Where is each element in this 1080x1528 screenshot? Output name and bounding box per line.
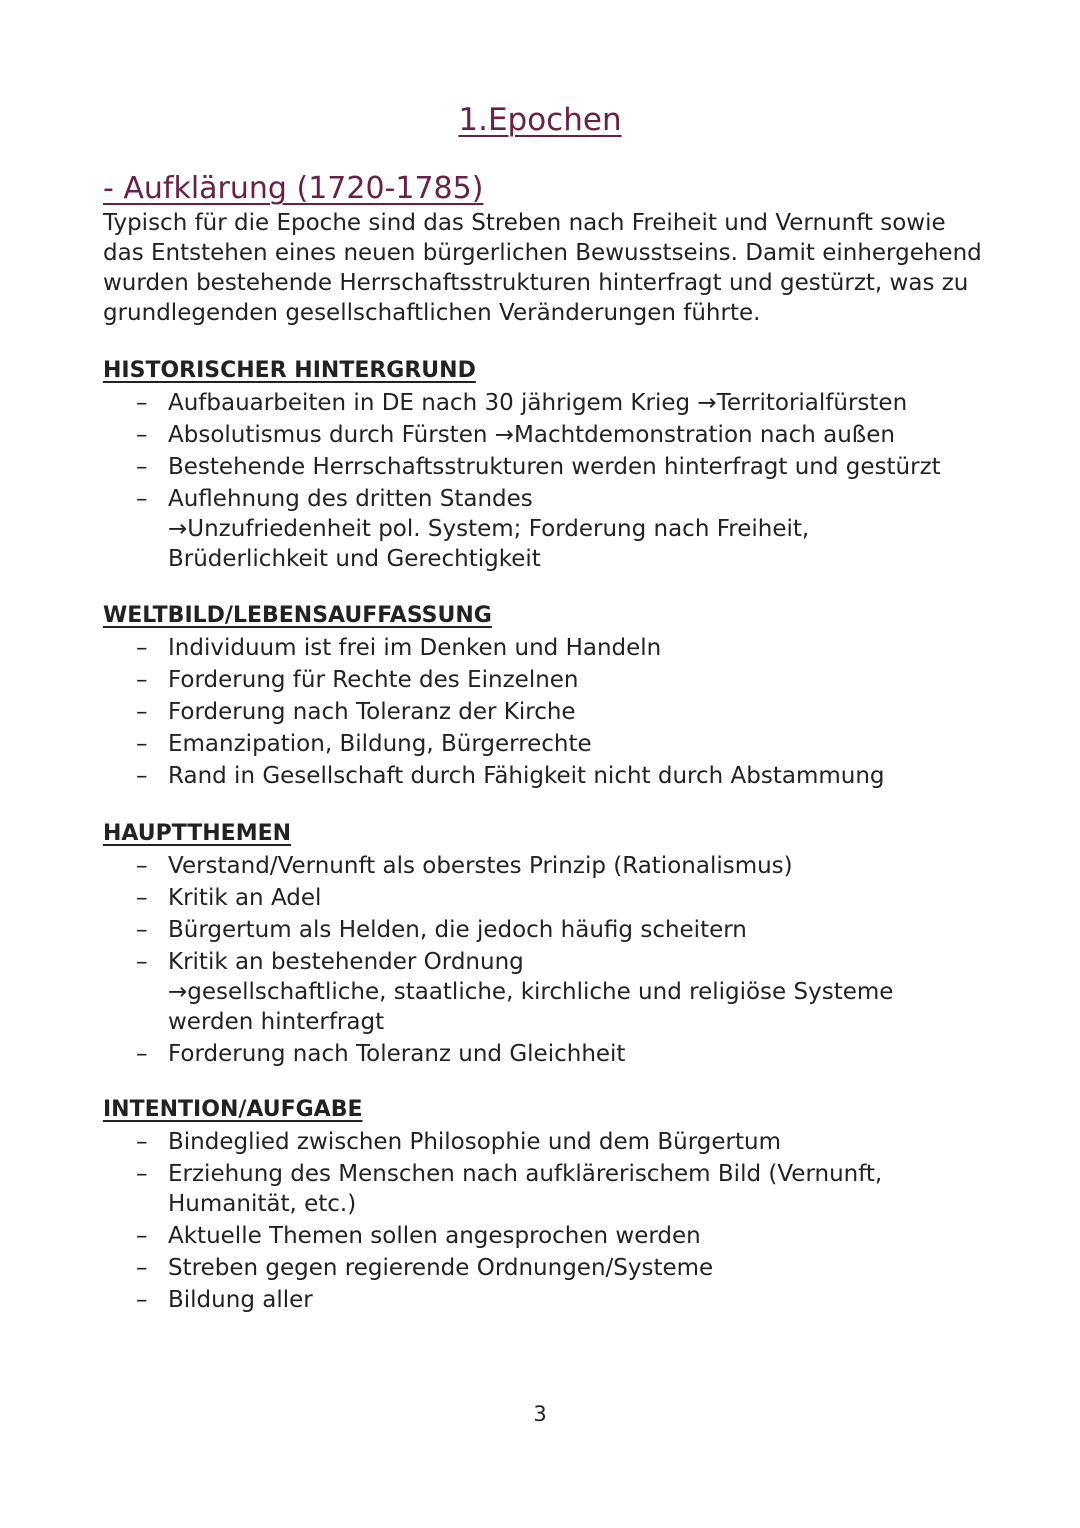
list-dash: – [136,885,148,911]
list-item-text: Bildung aller [168,1287,313,1313]
list-item-text: Kritik an Adel [168,885,322,911]
list-item-text: Absolutismus durch Fürsten →Machtdemonstration nach außen [168,422,895,448]
subsection-heading: HISTORISCHER HINTERGRUND [103,358,476,383]
list-dash: – [136,422,148,448]
subsection-hauptthemen [103,819,983,1071]
list-item [103,420,983,450]
intro-line: wurden bestehende Herrschaftsstrukturen hinterfragt und gestürzt, was zu [103,270,969,296]
list-item [103,947,983,1037]
list-item [103,1159,983,1219]
page-title: 1.Epochen [458,102,622,138]
list-item [103,1285,983,1315]
list-item [103,633,983,663]
list-item-text: Individuum ist frei im Denken und Handeln [168,635,662,661]
list-dash: – [136,1161,148,1187]
list-item-text: →gesellschaftliche, staatliche, kirchliche und religiöse Systeme [168,979,894,1005]
list-item-text: Streben gegen regierende Ordnungen/Systeme [168,1255,714,1281]
subsection-heading: WELTBILD/LEBENSAUFFASSUNG [103,603,492,628]
intro-line: grundlegenden gesellschaftlichen Veränderungen führte. [103,300,761,326]
list-item-text: Forderung für Rechte des Einzelnen [168,667,579,693]
list-dash: – [136,917,148,943]
list-item [103,1127,983,1157]
list-dash: – [136,1223,148,1249]
list-dash: – [136,1287,148,1313]
list-dash: – [136,667,148,693]
list-dash: – [136,454,148,480]
subsection-intention [103,1095,983,1317]
list-item [103,452,983,482]
bullet-list [103,388,983,574]
bullet-list [103,851,983,1069]
list-item [103,915,983,945]
list-item-text: Aktuelle Themen sollen angesprochen werden [168,1223,701,1249]
list-item-text: Verstand/Vernunft als oberstes Prinzip (Rationalismus) [168,853,793,879]
intro-line: das Entstehen eines neuen bürgerlichen Bewusstseins. Damit einhergehend [103,240,982,266]
list-item-text: werden hinterfragt [168,1009,385,1035]
list-item-text: Auflehnung des dritten Standes [168,486,533,512]
page-number: 3 [533,1402,547,1426]
section-heading: - Aufklärung (1720-1785) [103,171,484,206]
list-item-text: Bestehende Herrschaftsstrukturen werden hinterfragt und gestürzt [168,454,941,480]
list-item [103,1221,983,1251]
list-item-text: Emanzipation, Bildung, Bürgerrechte [168,731,592,757]
list-dash: – [136,763,148,789]
list-item [103,1039,983,1069]
list-dash: – [136,1041,148,1067]
list-item [103,851,983,881]
intro-paragraph [103,208,983,328]
list-item [103,484,983,574]
list-dash: – [136,949,148,975]
list-item-text: Forderung nach Toleranz der Kirche [168,699,576,725]
list-item [103,729,983,759]
list-item [103,388,983,418]
list-item-text: Aufbauarbeiten in DE nach 30 jährigem Krieg →Territorialfürsten [168,390,908,416]
list-item-text: Kritik an bestehender Ordnung [168,949,524,975]
list-item-text: Forderung nach Toleranz und Gleichheit [168,1041,626,1067]
list-dash: – [136,390,148,416]
list-dash: – [136,486,148,512]
list-dash: – [136,635,148,661]
list-dash: – [136,853,148,879]
bullet-list [103,633,983,791]
bullet-list [103,1127,983,1315]
subsection-heading: INTENTION/AUFGABE [103,1097,363,1122]
list-item [103,697,983,727]
list-item-text: Brüderlichkeit und Gerechtigkeit [168,546,541,572]
list-dash: – [136,699,148,725]
list-item-text: Rand in Gesellschaft durch Fähigkeit nicht durch Abstammung [168,763,885,789]
subsection-weltbild [103,601,983,793]
list-item-text: →Unzufriedenheit pol. System; Forderung nach Freiheit, [168,516,810,542]
list-item-text: Bürgertum als Helden, die jedoch häufig scheitern [168,917,747,943]
list-dash: – [136,1129,148,1155]
intro-line: Typisch für die Epoche sind das Streben nach Freiheit und Vernunft sowie [103,210,946,236]
list-item-text: Humanität, etc.) [168,1191,357,1217]
list-item [103,883,983,913]
list-dash: – [136,731,148,757]
list-dash: – [136,1255,148,1281]
list-item [103,665,983,695]
list-item-text: Bindeglied zwischen Philosophie und dem Bürgertum [168,1129,781,1155]
list-item [103,761,983,791]
list-item [103,1253,983,1283]
subsection-historischer-hintergrund [103,356,983,576]
list-item-text: Erziehung des Menschen nach aufklärerischem Bild (Vernunft, [168,1161,883,1187]
subsection-heading: HAUPTTHEMEN [103,821,292,846]
